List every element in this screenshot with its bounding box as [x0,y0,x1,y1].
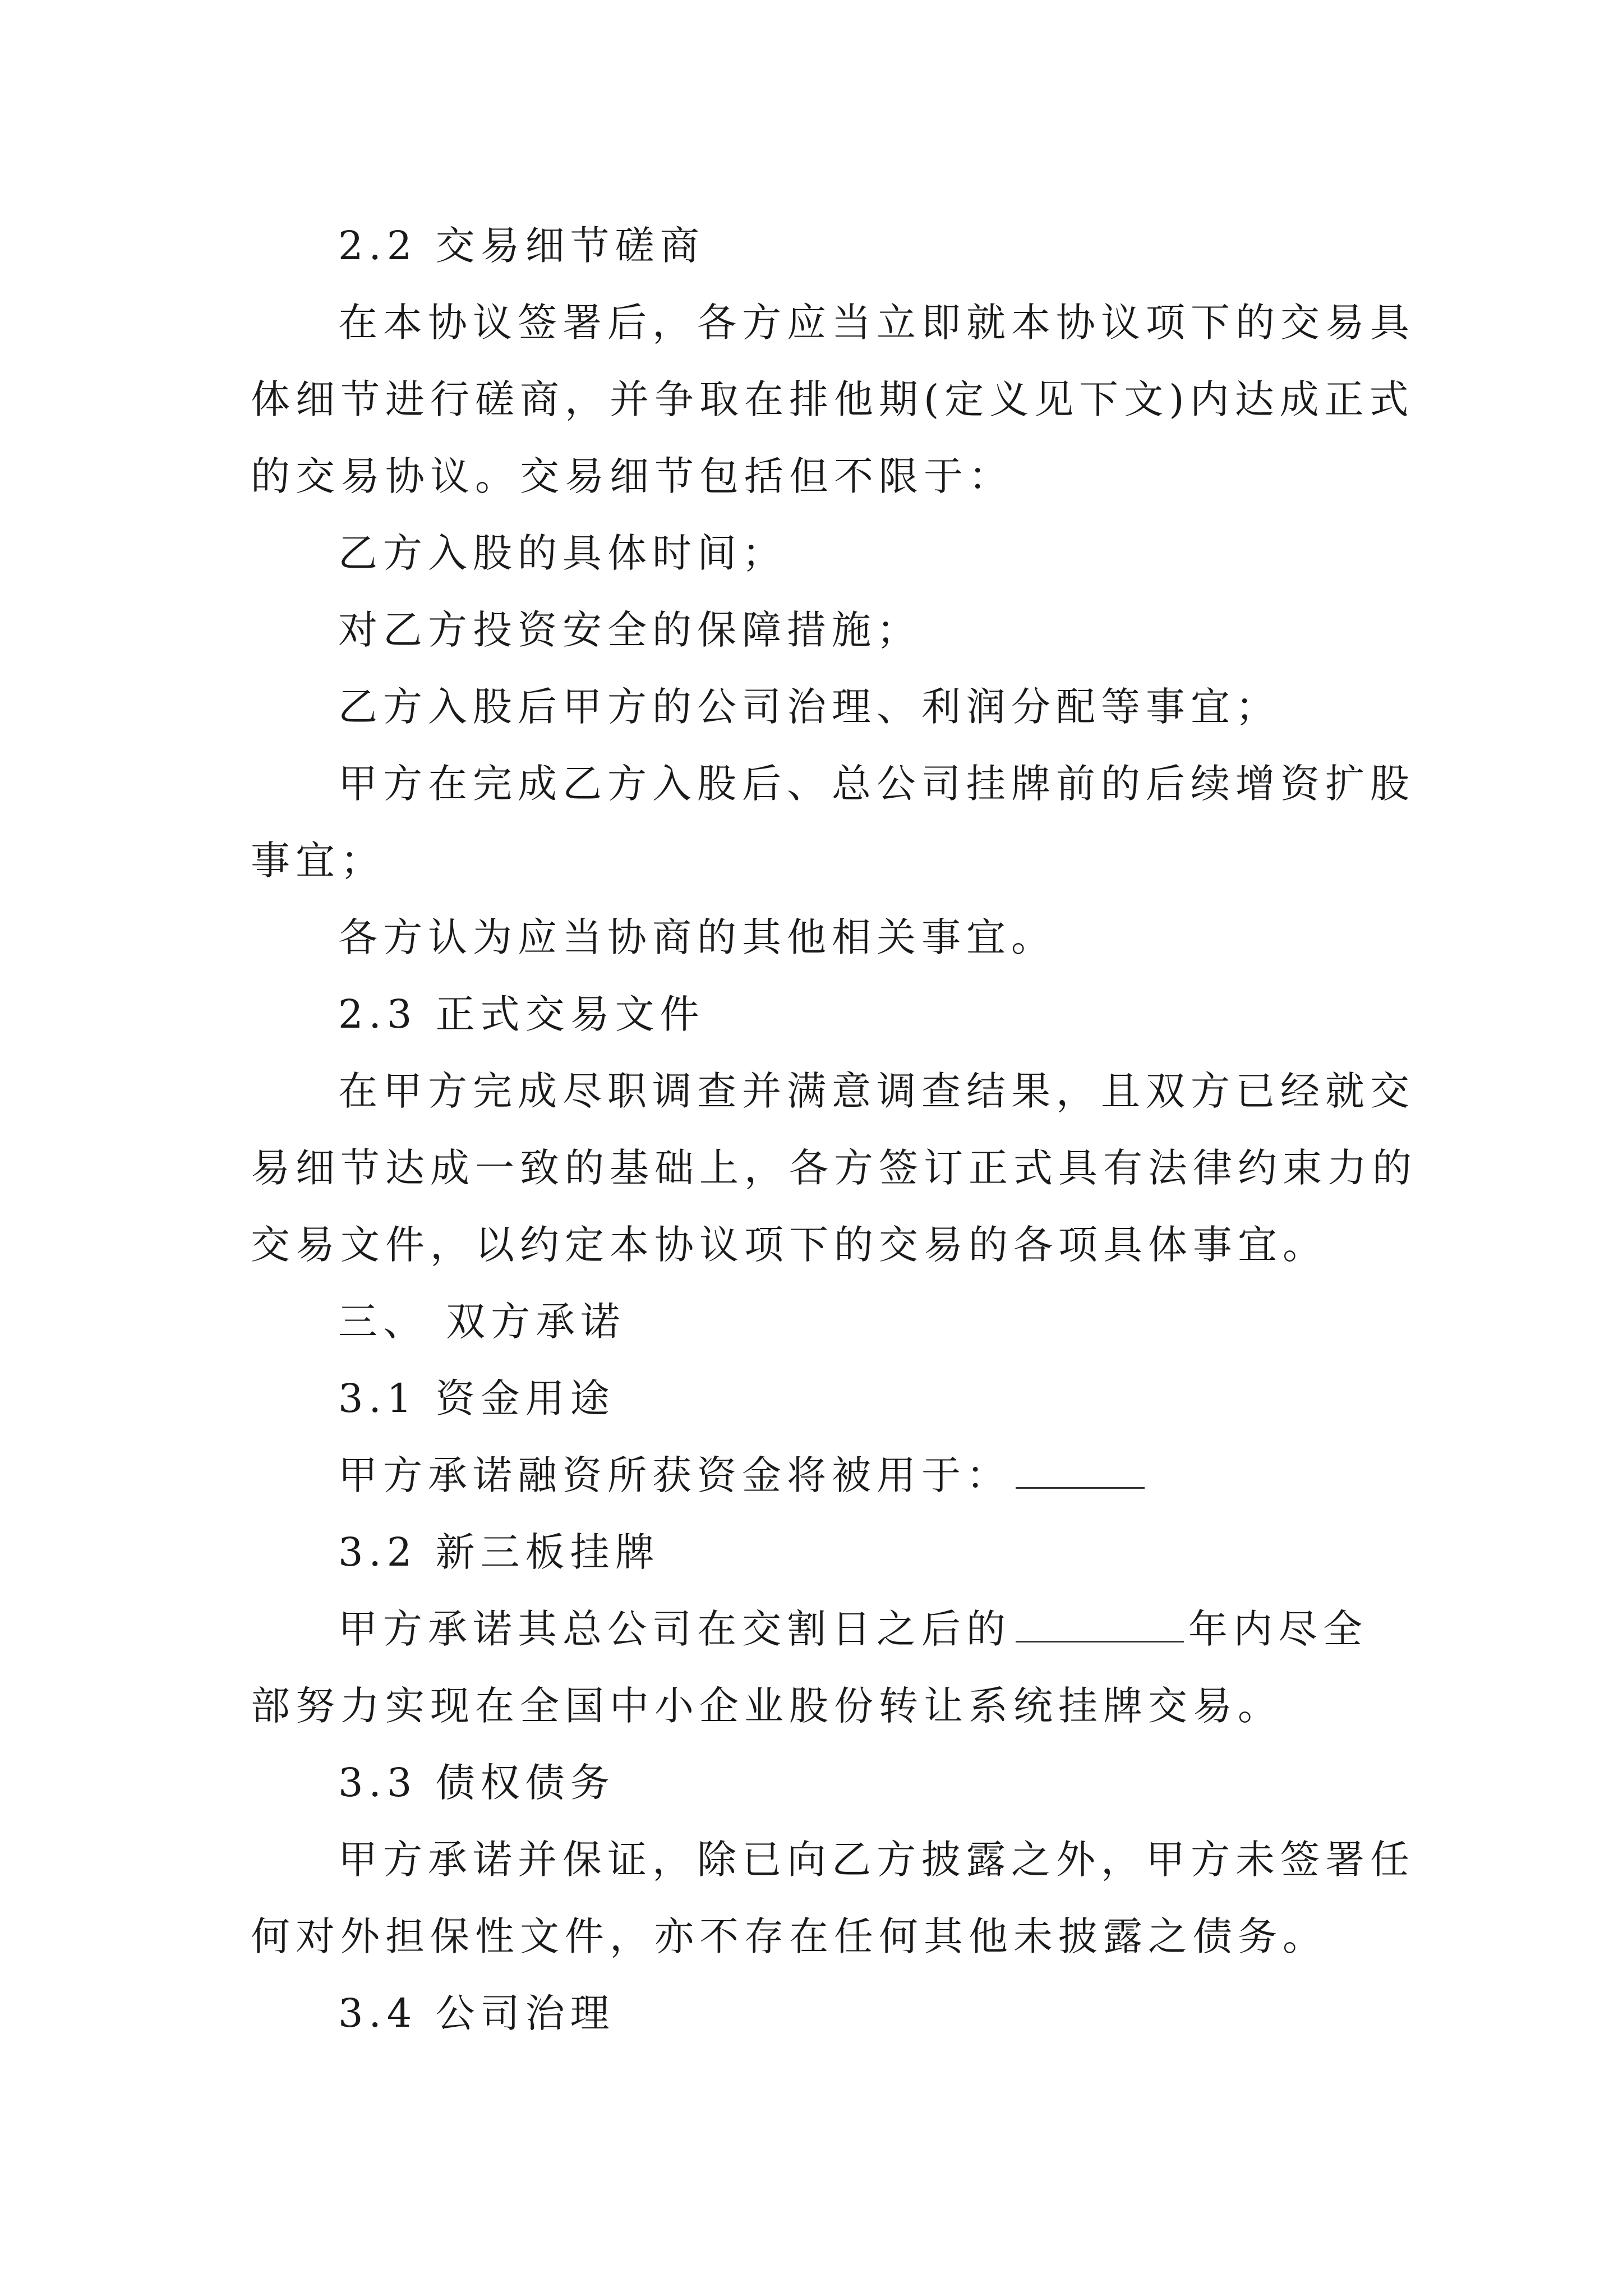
paragraph-line: 在甲方完成尽职调查并满意调查结果，且双方已经就交 [338,1068,1415,1114]
section-heading-3-3: 3.3 债权债务 [338,1760,615,1806]
section-heading-3-4: 3.4 公司治理 [338,1990,615,2036]
section-heading-2-3: 2.3 正式交易文件 [338,991,705,1037]
paragraph-line: 交易文件，以约定本协议项下的交易的各项具体事宜。 [251,1222,1327,1268]
paragraph-line: 何对外担保性文件，亦不存在任何其他未披露之债务。 [251,1913,1327,1959]
fill-in-blank [1016,1453,1145,1489]
section-heading-2-2: 2.2 交易细节磋商 [338,223,705,269]
paragraph-line: 易细节达成一致的基础上，各方签订正式具有法律约束力的 [251,1145,1417,1191]
paragraph-line: 的交易协议。交易细节包括但不限于： [251,453,1013,499]
chapter-heading-3: 三、 双方承诺 [338,1299,626,1345]
list-item-continuation: 事宜； [251,838,385,884]
section-heading-3-2: 3.2 新三板挂牌 [338,1529,660,1575]
paragraph-line: 甲方承诺其总公司在交割日之后的 年内尽全 [338,1606,1368,1652]
list-item: 对乙方投资安全的保障措施； [338,607,921,653]
paragraph-line: 在本协议签署后，各方应当立即就本协议项下的交易具 [338,300,1415,346]
paragraph-line: 部努力实现在全国中小企业股份转让系统挂牌交易。 [251,1683,1283,1729]
paragraph-line: 甲方承诺并保证，除已向乙方披露之外，甲方未签署任 [338,1837,1415,1883]
list-item: 甲方在完成乙方入股后、总公司挂牌前的后续增资扩股 [338,761,1415,807]
list-item: 乙方入股的具体时间； [338,530,787,576]
paragraph-line: 甲方承诺融资所获资金将被用于： [251,1437,1384,1514]
list-item: 乙方入股后甲方的公司治理、利润分配等事宜； [338,684,1280,730]
paragraph-line: 体细节进行磋商，并争取在排他期(定义见下文)内达成正式 [251,376,1414,422]
document-body [251,208,1417,2052]
section-heading-3-1: 3.1 资金用途 [338,1375,615,1421]
fill-in-blank [1016,1607,1184,1642]
list-item: 各方认为应当协商的其他相关事宜。 [338,914,1056,960]
